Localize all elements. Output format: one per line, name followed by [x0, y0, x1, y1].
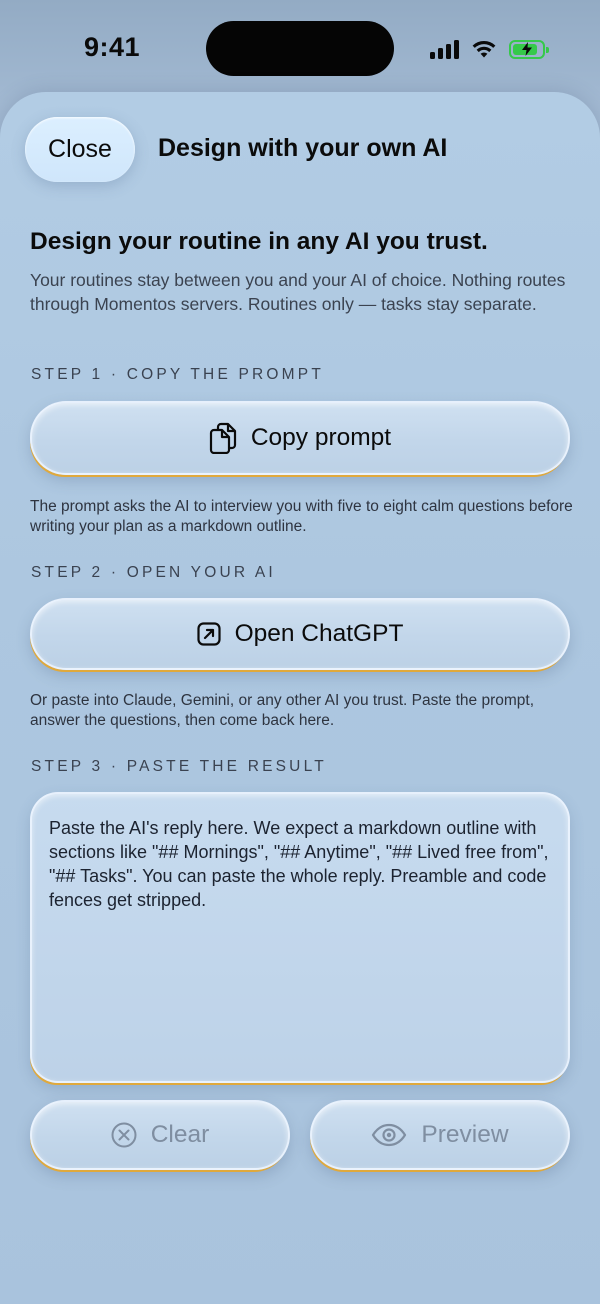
clear-label: Clear [150, 1121, 210, 1148]
intro-text: Your routines stay between you and your AI of choice. Nothing routes through Momentos servers. Routines only — tasks stay separate. [30, 270, 566, 314]
eye-icon [371, 1123, 407, 1147]
status-time: 9:41 [84, 32, 141, 62]
step-3-label: STEP 3 · PASTE THE RESULT [31, 758, 327, 775]
battery-charging-icon [509, 40, 545, 59]
copy-prompt-label: Copy prompt [250, 424, 392, 451]
paste-result-textarea[interactable] [30, 792, 570, 1083]
step-1-label: STEP 1 · COPY THE PROMPT [31, 366, 324, 383]
cellular-signal-icon [430, 39, 459, 59]
page-heading: Design your routine in any AI you trust. [30, 228, 488, 255]
preview-label: Preview [421, 1121, 509, 1148]
sheet-title: Design with your own AI [158, 134, 448, 162]
status-icons [430, 36, 545, 62]
open-chatgpt-button[interactable] [30, 598, 570, 670]
open-chatgpt-label: Open ChatGPT [234, 620, 404, 647]
copy-icon [209, 422, 237, 454]
step-2-help: Or paste into Claude, Gemini, or any other AI you trust. Paste the prompt, answer the questions, then come back here. [30, 692, 534, 729]
close-button[interactable]: Close [25, 117, 135, 182]
step-2-label: STEP 2 · OPEN YOUR AI [31, 564, 276, 581]
preview-button[interactable] [310, 1100, 570, 1170]
copy-prompt-button[interactable] [30, 401, 570, 475]
clear-button[interactable] [30, 1100, 290, 1170]
wifi-icon [471, 39, 497, 59]
clear-circle-icon [111, 1122, 137, 1148]
paste-placeholder: Paste the AI's reply here. We expect a markdown outline with sections like "## Mornings", "## Anytime", "## Lived free from", "## Tasks". You can paste the whole reply. Preamble and code fences get stripped. [49, 818, 549, 910]
step-1-help: The prompt asks the AI to interview you with five to eight calm questions before writing your plan as a markdown outline. [30, 498, 573, 535]
external-link-icon [197, 622, 221, 646]
status-bar [0, 0, 600, 96]
dynamic-island [206, 21, 394, 76]
